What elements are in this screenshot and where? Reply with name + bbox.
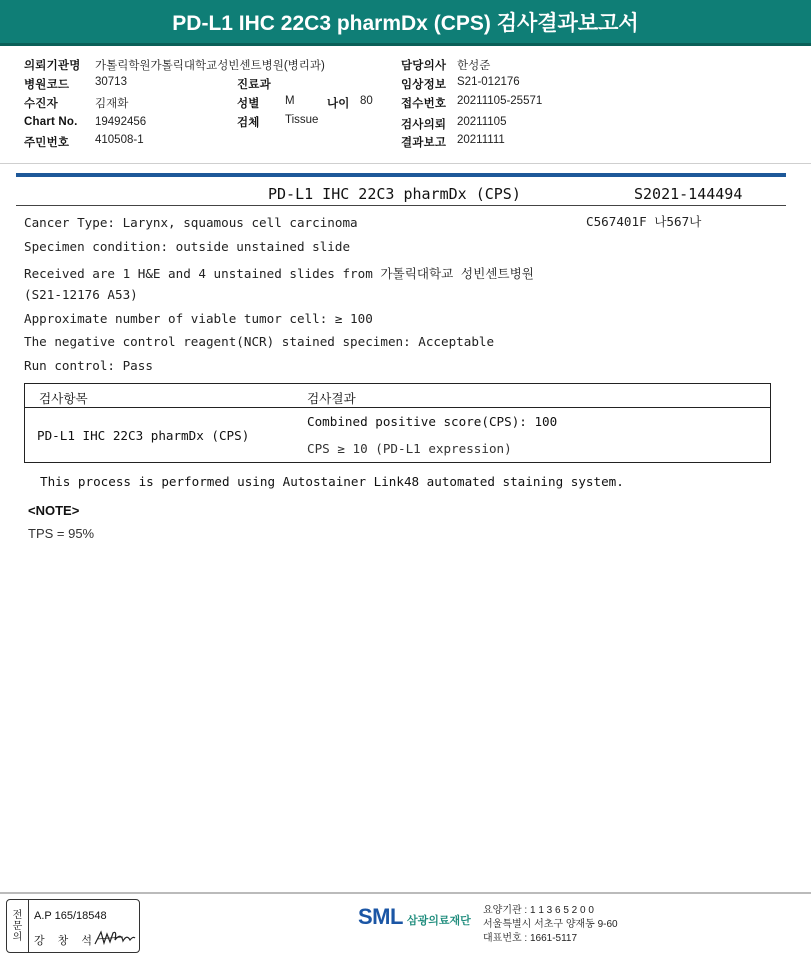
- age-label: 나이: [327, 98, 350, 110]
- block-number: C567401F 나567나: [586, 214, 702, 229]
- institution-value: 가톨릭학원가톨릭대학교성빈센트병원(병리과): [95, 60, 325, 72]
- report-title: PD-L1 IHC 22C3 pharmDx (CPS) 검사결과보고서: [0, 0, 811, 46]
- doctor-label: 담당의사: [401, 60, 447, 72]
- clinical-info-value: S21-012176: [457, 76, 520, 88]
- patient-label: 수진자: [24, 98, 58, 110]
- report-line: Cancer Type: Larynx, squamous cell carcinoma: [24, 215, 358, 230]
- report-line: Run control: Pass: [24, 358, 153, 373]
- chart-no-label: Chart No.: [24, 116, 78, 128]
- report-line: Specimen condition: outside unstained slide: [24, 239, 351, 254]
- result-cps-expression: CPS ≥ 10 (PD-L1 expression): [307, 441, 512, 456]
- pathologist-signature-box: [6, 899, 140, 953]
- organization-info: [483, 904, 618, 946]
- footer: [0, 892, 811, 962]
- report-line: The negative control reagent(NCR) stained specimen: Acceptable: [24, 334, 495, 349]
- report-line: Approximate number of viable tumor cell: ≥ 100: [24, 311, 373, 326]
- test-name: PD-L1 IHC 22C3 pharmDx (CPS): [268, 185, 521, 203]
- resident-no-value: 410508-1: [95, 134, 144, 146]
- result-test-item: PD-L1 IHC 22C3 pharmDx (CPS): [37, 428, 250, 443]
- logo-mark: SML: [358, 904, 403, 929]
- request-date-value: 20211105: [457, 116, 507, 128]
- age-value: 80: [360, 95, 373, 107]
- sml-logo: [358, 904, 471, 930]
- pathologist-name: 강 창 석: [34, 935, 97, 947]
- clinical-info-label: 임상정보: [401, 79, 447, 91]
- sex-value: M: [285, 95, 295, 107]
- chart-no-value: 19492456: [95, 116, 147, 128]
- result-table-header: [25, 384, 770, 408]
- note-text: TPS = 95%: [28, 526, 95, 541]
- report-date-value: 20211111: [457, 134, 505, 146]
- ap-number: A.P 165/18548: [34, 910, 107, 922]
- specimen-label: 검체: [237, 117, 260, 129]
- result-table: [24, 383, 771, 463]
- logo-name: 삼광의료재단: [406, 915, 471, 927]
- report-date-label: 결과보고: [401, 137, 447, 149]
- org-code: 요양기관 : 1 1 3 6 5 2 0 0: [483, 905, 594, 916]
- patient-value: 김재화: [95, 98, 129, 110]
- section-divider: [16, 173, 786, 177]
- resident-no-label: 주민번호: [24, 137, 70, 149]
- hospital-code-value: 30713: [95, 76, 127, 88]
- hospital-code-label: 병원코드: [24, 79, 70, 91]
- org-address: 서울특별시 서초구 양재동 9-60: [483, 919, 618, 930]
- report-header: [16, 178, 786, 206]
- signature-icon: [93, 928, 137, 948]
- note-title: <NOTE>: [28, 503, 80, 518]
- process-note: This process is performed using Autostainer Link48 automated staining system.: [40, 474, 624, 489]
- specialist-label: 전 문 의: [7, 900, 29, 952]
- institution-label: 의뢰기관명: [24, 60, 81, 72]
- report-number: S2021-144494: [634, 185, 743, 203]
- header-test-item: 검사항목: [39, 391, 88, 406]
- department-label: 진료과: [237, 79, 271, 91]
- doctor-value: 한성준: [457, 60, 491, 72]
- patient-info-section: [0, 46, 811, 164]
- report-line: Received are 1 H&E and 4 unstained slides from 가톨릭대학교 성빈센트병원: [24, 266, 534, 281]
- receipt-no-label: 접수번호: [401, 98, 447, 110]
- report-line: (S21-12176 A53): [24, 287, 138, 302]
- sex-label: 성별: [237, 98, 260, 110]
- result-cps-score: Combined positive score(CPS): 100: [307, 414, 558, 429]
- org-phone: 대표번호 : 1661-5117: [483, 933, 578, 944]
- header-test-result: 검사결과: [307, 391, 356, 406]
- request-date-label: 검사의뢰: [401, 119, 447, 131]
- specimen-value: Tissue: [285, 114, 319, 126]
- receipt-no-value: 20211105-25571: [457, 95, 543, 107]
